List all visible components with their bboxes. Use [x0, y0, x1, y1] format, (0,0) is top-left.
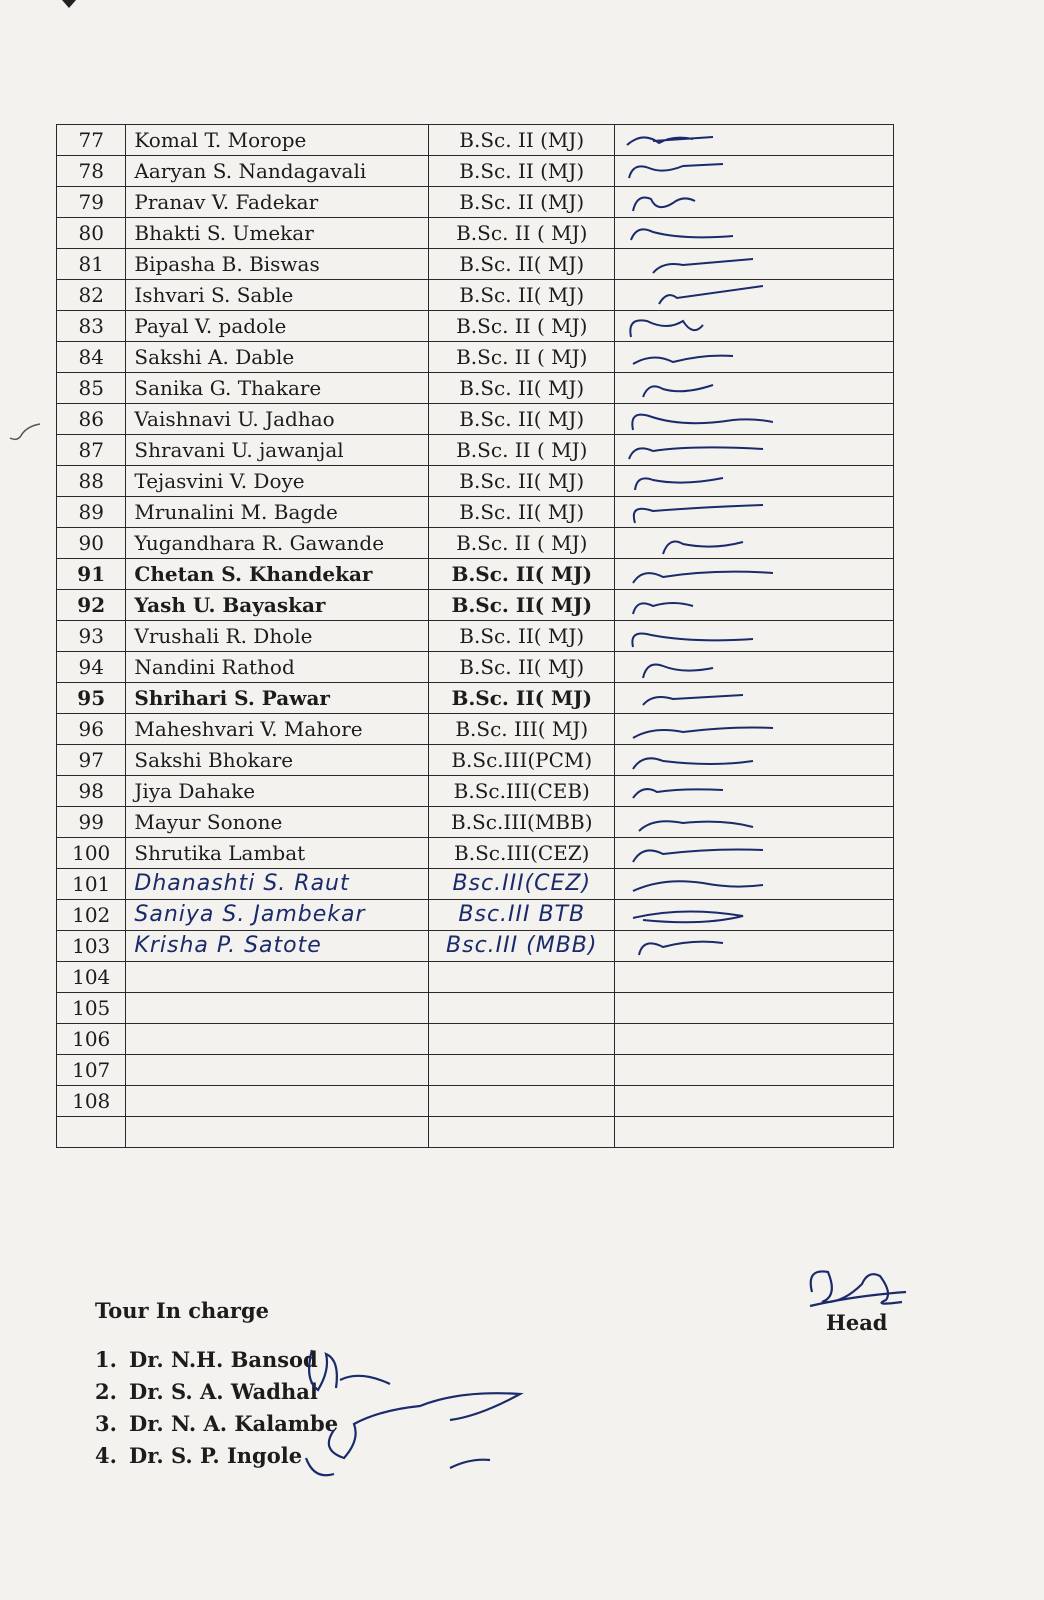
- student-signature: [623, 282, 773, 308]
- serial-number-cell: 84: [57, 342, 126, 373]
- student-signature: [623, 375, 773, 401]
- table-row: [57, 652, 894, 683]
- serial-number-cell: 98: [57, 776, 126, 807]
- table-row: [57, 156, 894, 187]
- table-row: [57, 807, 894, 838]
- serial-number-cell: 85: [57, 373, 126, 404]
- serial-number-cell: [57, 1117, 126, 1148]
- signature-cell: [615, 993, 894, 1024]
- serial-number-cell: 80: [57, 218, 126, 249]
- student-name-cell: [126, 962, 429, 993]
- class-cell: B.Sc. II( MJ): [429, 466, 615, 497]
- student-name-cell: Krisha P. Satote: [126, 931, 429, 962]
- serial-number-cell: 95: [57, 683, 126, 714]
- table-row: [57, 125, 894, 156]
- student-signature: [623, 685, 773, 711]
- student-signature: [623, 809, 773, 835]
- class-cell: B.Sc. III( MJ): [429, 714, 615, 745]
- signature-cell: [615, 869, 894, 900]
- signature-cell: [615, 249, 894, 280]
- serial-number-cell: 103: [57, 931, 126, 962]
- serial-number-cell: 90: [57, 528, 126, 559]
- serial-number-cell: 108: [57, 1086, 126, 1117]
- serial-number-cell: 97: [57, 745, 126, 776]
- serial-number-cell: 101: [57, 869, 126, 900]
- student-name-cell: Vaishnavi U. Jadhao: [126, 404, 429, 435]
- class-cell: B.Sc. II( MJ): [429, 590, 615, 621]
- table-row: [57, 931, 894, 962]
- incharge-signatures: [300, 1340, 530, 1490]
- student-name-cell: Yugandhara R. Gawande: [126, 528, 429, 559]
- student-name-cell: Aaryan S. Nandagavali: [126, 156, 429, 187]
- table-row: [57, 745, 894, 776]
- serial-number-cell: 83: [57, 311, 126, 342]
- serial-number-cell: 99: [57, 807, 126, 838]
- student-name-cell: Payal V. padole: [126, 311, 429, 342]
- table-row: [57, 838, 894, 869]
- class-cell: Bsc.III(CEZ): [429, 869, 615, 900]
- student-name-cell: Chetan S. Khandekar: [126, 559, 429, 590]
- student-name-cell: Sakshi A. Dable: [126, 342, 429, 373]
- table-row: [57, 187, 894, 218]
- signature-cell: [615, 683, 894, 714]
- signature-cell: [615, 807, 894, 838]
- signature-cell: [615, 311, 894, 342]
- student-signature: [623, 871, 773, 897]
- student-signature: [623, 654, 773, 680]
- class-cell: B.Sc. II (MJ): [429, 125, 615, 156]
- table-row: [57, 993, 894, 1024]
- student-name-cell: Mayur Sonone: [126, 807, 429, 838]
- head-signature: [802, 1262, 912, 1312]
- member-name: Dr. S. A. Wadhal: [129, 1379, 318, 1404]
- signature-cell: [615, 187, 894, 218]
- tick-mark: [8, 422, 42, 444]
- class-cell: B.Sc. II( MJ): [429, 621, 615, 652]
- student-signature: [623, 437, 773, 463]
- signature-cell: [615, 714, 894, 745]
- serial-number-cell: 96: [57, 714, 126, 745]
- signature-cell: [615, 404, 894, 435]
- signature-cell: [615, 745, 894, 776]
- student-signature: [623, 778, 773, 804]
- class-cell: B.Sc.III(CEB): [429, 776, 615, 807]
- student-name-cell: Shrihari S. Pawar: [126, 683, 429, 714]
- table-row: [57, 404, 894, 435]
- table-row: [57, 869, 894, 900]
- signature-cell: [615, 528, 894, 559]
- student-name-cell: Ishvari S. Sable: [126, 280, 429, 311]
- table-row: [57, 962, 894, 993]
- signature-cell: [615, 652, 894, 683]
- signature-cell: [615, 900, 894, 931]
- signature-cell: [615, 559, 894, 590]
- student-name-cell: [126, 1086, 429, 1117]
- student-signature: [623, 747, 773, 773]
- student-signature: [623, 251, 773, 277]
- table-row: [57, 1055, 894, 1086]
- serial-number-cell: 81: [57, 249, 126, 280]
- table-row: [57, 776, 894, 807]
- class-cell: B.Sc. II ( MJ): [429, 311, 615, 342]
- class-cell: B.Sc. II ( MJ): [429, 435, 615, 466]
- student-signature: [623, 127, 773, 153]
- serial-number-cell: 86: [57, 404, 126, 435]
- tour-in-charge-title: Tour In charge: [95, 1298, 270, 1323]
- signature-cell: [615, 1055, 894, 1086]
- class-cell: B.Sc. II( MJ): [429, 683, 615, 714]
- table-row: [57, 249, 894, 280]
- serial-number-cell: 106: [57, 1024, 126, 1055]
- student-name-cell: [126, 993, 429, 1024]
- student-name-cell: Pranav V. Fadekar: [126, 187, 429, 218]
- signature-cell: [615, 342, 894, 373]
- serial-number-cell: 92: [57, 590, 126, 621]
- serial-number-cell: 102: [57, 900, 126, 931]
- student-signature: [623, 499, 773, 525]
- table-row: [57, 559, 894, 590]
- student-name-cell: Sanika G. Thakare: [126, 373, 429, 404]
- head-label: Head: [826, 1310, 888, 1335]
- student-signature: [623, 561, 773, 587]
- class-cell: B.Sc. II ( MJ): [429, 342, 615, 373]
- student-name-cell: Sakshi Bhokare: [126, 745, 429, 776]
- class-cell: [429, 1055, 615, 1086]
- corner-mark: [62, 0, 76, 8]
- student-name-cell: Bipasha B. Biswas: [126, 249, 429, 280]
- class-cell: B.Sc. II ( MJ): [429, 528, 615, 559]
- serial-number-cell: 87: [57, 435, 126, 466]
- signature-cell: [615, 125, 894, 156]
- serial-number-cell: 88: [57, 466, 126, 497]
- student-signature: [623, 406, 773, 432]
- serial-number-cell: 79: [57, 187, 126, 218]
- student-name-cell: [126, 1117, 429, 1148]
- signature-cell: [615, 590, 894, 621]
- student-name-cell: Vrushali R. Dhole: [126, 621, 429, 652]
- table-row: [57, 1086, 894, 1117]
- student-signature: [623, 344, 773, 370]
- table-row: [57, 900, 894, 931]
- student-name-cell: Bhakti S. Umekar: [126, 218, 429, 249]
- table-row: [57, 342, 894, 373]
- table-row: [57, 373, 894, 404]
- student-name-cell: Tejasvini V. Doye: [126, 466, 429, 497]
- serial-number-cell: 105: [57, 993, 126, 1024]
- serial-number-cell: 77: [57, 125, 126, 156]
- table-row: [57, 466, 894, 497]
- signature-cell: [615, 435, 894, 466]
- student-signature: [623, 592, 773, 618]
- table-row: [57, 590, 894, 621]
- signature-cell: [615, 373, 894, 404]
- class-cell: B.Sc. II( MJ): [429, 404, 615, 435]
- student-signature: [623, 530, 773, 556]
- student-name-cell: Yash U. Bayaskar: [126, 590, 429, 621]
- serial-number-cell: 94: [57, 652, 126, 683]
- class-cell: B.Sc.III(PCM): [429, 745, 615, 776]
- table-row: [57, 528, 894, 559]
- student-name-cell: Dhanashti S. Raut: [126, 869, 429, 900]
- student-name-cell: [126, 1055, 429, 1086]
- student-list-table: [56, 124, 894, 1148]
- signature-cell: [615, 1024, 894, 1055]
- serial-number-cell: 107: [57, 1055, 126, 1086]
- student-signature: [623, 313, 773, 339]
- student-name-cell: [126, 1024, 429, 1055]
- class-cell: B.Sc. II( MJ): [429, 249, 615, 280]
- student-name-cell: Jiya Dahake: [126, 776, 429, 807]
- table-row: [57, 435, 894, 466]
- class-cell: B.Sc. II( MJ): [429, 280, 615, 311]
- class-cell: B.Sc.III(CEZ): [429, 838, 615, 869]
- signature-cell: [615, 1086, 894, 1117]
- signature-cell: [615, 1117, 894, 1148]
- class-cell: [429, 962, 615, 993]
- class-cell: B.Sc.III(MBB): [429, 807, 615, 838]
- student-name-cell: Maheshvari V. Mahore: [126, 714, 429, 745]
- member-name: Dr. S. P. Ingole: [129, 1443, 303, 1468]
- signature-cell: [615, 280, 894, 311]
- student-signature: [623, 189, 773, 215]
- student-name-cell: Saniya S. Jambekar: [126, 900, 429, 931]
- table-row: [57, 1024, 894, 1055]
- table-row: [57, 621, 894, 652]
- serial-number-cell: 100: [57, 838, 126, 869]
- signature-cell: [615, 466, 894, 497]
- class-cell: B.Sc. II( MJ): [429, 497, 615, 528]
- student-signature: [623, 158, 773, 184]
- student-signature: [623, 716, 773, 742]
- signature-cell: [615, 962, 894, 993]
- table-row: [57, 714, 894, 745]
- student-name-cell: Mrunalini M. Bagde: [126, 497, 429, 528]
- member-number: 1.: [95, 1347, 117, 1372]
- serial-number-cell: 91: [57, 559, 126, 590]
- table-row: [57, 218, 894, 249]
- class-cell: B.Sc. II( MJ): [429, 373, 615, 404]
- student-signature: [623, 468, 773, 494]
- signature-cell: [615, 156, 894, 187]
- table-row: [57, 1117, 894, 1148]
- signature-cell: [615, 931, 894, 962]
- student-name-cell: Shrutika Lambat: [126, 838, 429, 869]
- class-cell: [429, 1117, 615, 1148]
- table-row: [57, 683, 894, 714]
- class-cell: B.Sc. II( MJ): [429, 652, 615, 683]
- serial-number-cell: 104: [57, 962, 126, 993]
- class-cell: B.Sc. II ( MJ): [429, 218, 615, 249]
- student-name-cell: Komal T. Morope: [126, 125, 429, 156]
- member-name: Dr. N. A. Kalambe: [129, 1411, 339, 1436]
- signature-cell: [615, 621, 894, 652]
- class-cell: B.Sc. II( MJ): [429, 559, 615, 590]
- serial-number-cell: 89: [57, 497, 126, 528]
- student-signature: [623, 623, 773, 649]
- student-signature: [623, 902, 773, 928]
- student-signature: [623, 220, 773, 246]
- class-cell: [429, 1086, 615, 1117]
- member-number: 4.: [95, 1443, 117, 1468]
- student-name-cell: Shravani U. jawanjal: [126, 435, 429, 466]
- table-row: [57, 497, 894, 528]
- serial-number-cell: 93: [57, 621, 126, 652]
- signature-cell: [615, 776, 894, 807]
- signature-cell: [615, 838, 894, 869]
- serial-number-cell: 82: [57, 280, 126, 311]
- member-number: 3.: [95, 1411, 117, 1436]
- signature-cell: [615, 218, 894, 249]
- class-cell: Bsc.III BTB: [429, 900, 615, 931]
- class-cell: [429, 993, 615, 1024]
- class-cell: B.Sc. II (MJ): [429, 187, 615, 218]
- student-signature: [623, 840, 773, 866]
- member-name: Dr. N.H. Bansod: [129, 1347, 318, 1372]
- table-row: [57, 280, 894, 311]
- class-cell: B.Sc. II (MJ): [429, 156, 615, 187]
- signature-cell: [615, 497, 894, 528]
- class-cell: Bsc.III (MBB): [429, 931, 615, 962]
- member-number: 2.: [95, 1379, 117, 1404]
- student-name-cell: Nandini Rathod: [126, 652, 429, 683]
- class-cell: [429, 1024, 615, 1055]
- table-row: [57, 311, 894, 342]
- student-signature: [623, 933, 773, 959]
- serial-number-cell: 78: [57, 156, 126, 187]
